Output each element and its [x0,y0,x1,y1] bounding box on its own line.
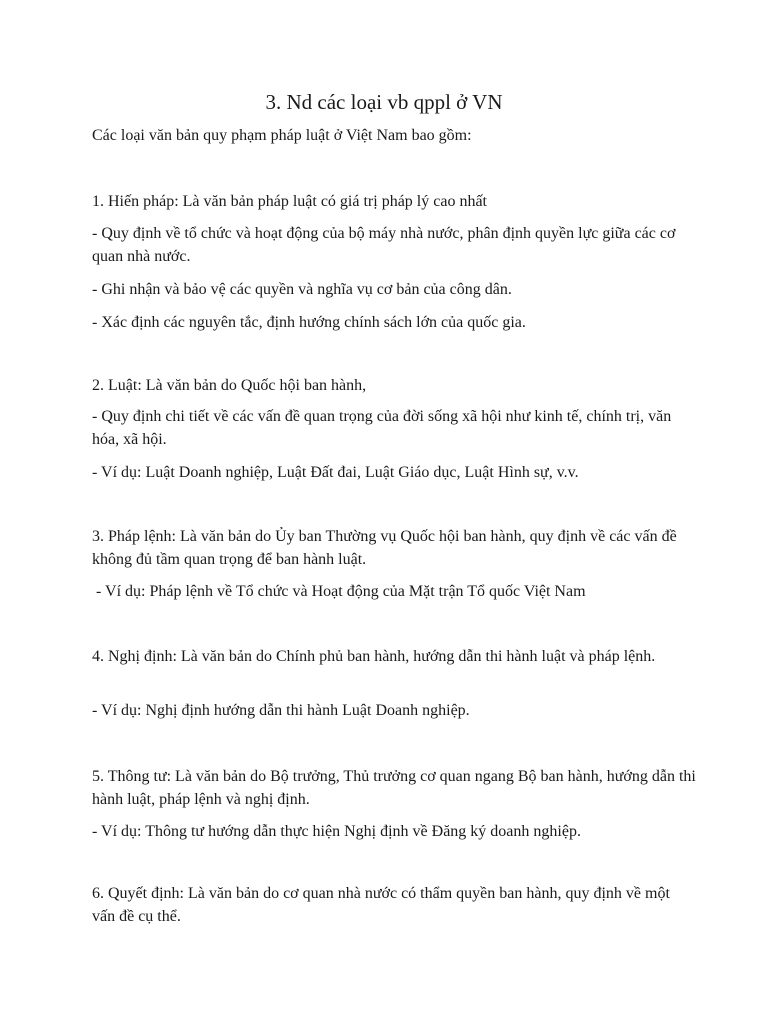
section-4-heading: 4. Nghị định: Là văn bản do Chính phủ ban hành, hướng dẫn thi hành luật và pháp lệnh. [92,648,656,665]
section-2-heading: 2. Luật: Là văn bản do Quốc hội ban hành, [92,377,367,394]
section-2-item-2: - Ví dụ: Luật Doanh nghiệp, Luật Đất đai, Luật Giáo dục, Luật Hình sự, v.v. [92,464,579,481]
section-3-item-1: - Ví dụ: Pháp lệnh về Tổ chức và Hoạt động của Mặt trận Tổ quốc Việt Nam [92,583,586,600]
intro-text: Các loại văn bản quy phạm pháp luật ở Việt Nam bao gồm: [92,127,472,144]
section-1-item-2: - Ghi nhận và bảo vệ các quyền và nghĩa vụ cơ bản của công dân. [92,281,512,298]
section-1-heading: 1. Hiến pháp: Là văn bản pháp luật có giá trị pháp lý cao nhất [92,193,487,210]
section-3-heading: 3. Pháp lệnh: Là văn bản do Ủy ban Thường vụ Quốc hội ban hành, quy định về các vấn đề không đủ tầm quan trọng để ban hành luật. [92,528,677,568]
section-4-item-1: - Ví dụ: Nghị định hướng dẫn thi hành Luật Doanh nghiệp. [92,702,470,719]
section-2-item-1: - Quy định chi tiết về các vấn đề quan trọng của đời sống xã hội như kinh tế, chính trị, văn hóa, xã hội. [92,408,672,448]
page-title: 3. Nd các loại vb qppl ở VN [265,90,503,114]
section-6-heading: 6. Quyết định: Là văn bản do cơ quan nhà nước có thẩm quyền ban hành, quy định về một vấn đề cụ thể. [92,885,670,925]
section-5-item-1: - Ví dụ: Thông tư hướng dẫn thực hiện Nghị định về Đăng ký doanh nghiệp. [92,823,581,840]
section-1-item-3: - Xác định các nguyên tắc, định hướng chính sách lớn của quốc gia. [92,314,526,331]
section-5-heading: 5. Thông tư: Là văn bản do Bộ trưởng, Thủ trưởng cơ quan ngang Bộ ban hành, hướng dẫn thi hành luật, pháp lệnh và nghị định. [92,768,696,808]
section-1-item-1: - Quy định về tổ chức và hoạt động của bộ máy nhà nước, phân định quyền lực giữa các cơ quan nhà nước. [92,225,676,265]
